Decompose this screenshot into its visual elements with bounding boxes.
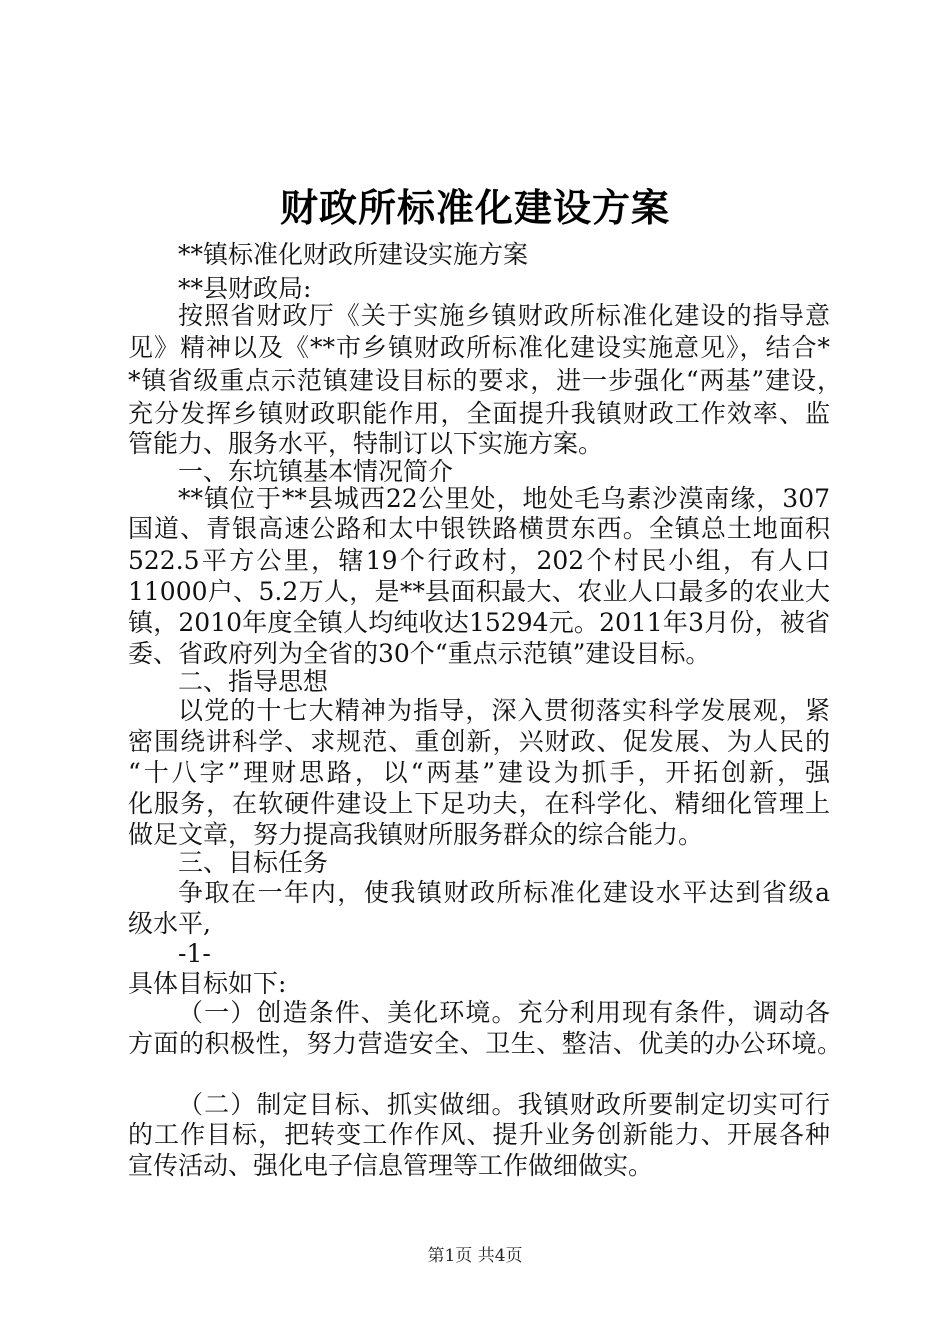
text-line: 化服务，在软硬件建设上下足功夫，在科学化、精细化管理上 bbox=[128, 789, 830, 818]
text-line: （一）创造条件、美化环境。充分利用现有条件，调动各 bbox=[178, 998, 830, 1027]
text-line: 方面的积极性，努力营造安全、卫生、整洁、优美的办公环境。 bbox=[128, 1029, 842, 1058]
section-heading: 一、东坑镇基本情况简介 bbox=[178, 457, 454, 486]
text-line: 522.5平方公里，辖19个行政村，202个村民小组，有人口 bbox=[128, 546, 830, 575]
text-line: 镇，2010年度全镇人均纯收达15294元。2011年3月份，被省 bbox=[128, 608, 830, 637]
text-line: 见》精神以及《**市乡镇财政所标准化建设实施意见》，结合* bbox=[128, 333, 830, 362]
text-line: 密围绕讲科学、求规范、重创新，兴财政、促发展、为人民的 bbox=[128, 727, 830, 756]
text-line: 级水平, bbox=[128, 909, 211, 938]
text-line: **镇标准化财政所建设实施方案 bbox=[178, 240, 529, 269]
section-heading: 三、目标任务 bbox=[178, 848, 329, 877]
text-line: 以党的十七大精神为指导，深入贯彻落实科学发展观，紧 bbox=[178, 696, 830, 725]
page-footer: 第1页 共4页 bbox=[427, 1246, 523, 1266]
text-line: （二）制定目标、抓实做细。我镇财政所要制定切实可行 bbox=[178, 1090, 830, 1119]
text-line: **镇位于**县城西22公里处，地处毛乌素沙漠南缘，307 bbox=[178, 484, 830, 513]
text-line: *镇省级重点示范镇建设目标的要求，进一步强化“两基”建设， bbox=[128, 366, 842, 395]
text-line: 具体目标如下: bbox=[128, 969, 287, 998]
text-line: 管能力、服务水平，特制订以下实施方案。 bbox=[128, 429, 604, 458]
text-line: “十八字”理财思路，以“两基”建设为抓手，开拓创新，强 bbox=[128, 758, 830, 787]
text-line: 充分发挥乡镇财政职能作用，全面提升我镇财政工作效率、监 bbox=[128, 399, 830, 428]
document-title: 财政所标准化建设方案 bbox=[279, 185, 670, 230]
text-line: 做足文章，努力提高我镇财所服务群众的综合能力。 bbox=[128, 820, 704, 849]
text-line: **县财政局: bbox=[178, 274, 312, 303]
section-heading: 二、指导思想 bbox=[178, 667, 329, 696]
text-line: 委、省政府列为全省的30个“重点示范镇”建设目标。 bbox=[128, 639, 711, 668]
text-line: 争取在一年内，使我镇财政所标准化建设水平达到省级a bbox=[178, 878, 830, 907]
page-marker: -1- bbox=[178, 939, 211, 968]
text-line: 按照省财政厅《关于实施乡镇财政所标准化建设的指导意 bbox=[178, 301, 830, 330]
text-line: 国道、青银高速公路和太中银铁路横贯东西。全镇总土地面积 bbox=[128, 514, 830, 543]
text-line: 的工作目标，把转变工作作风、提升业务创新能力、开展各种 bbox=[128, 1120, 830, 1149]
text-line: 11000户、5.2万人，是**县面积最大、农业人口最多的农业大 bbox=[128, 577, 830, 606]
text-line: 宣传活动、强化电子信息管理等工作做细做实。 bbox=[128, 1151, 654, 1180]
